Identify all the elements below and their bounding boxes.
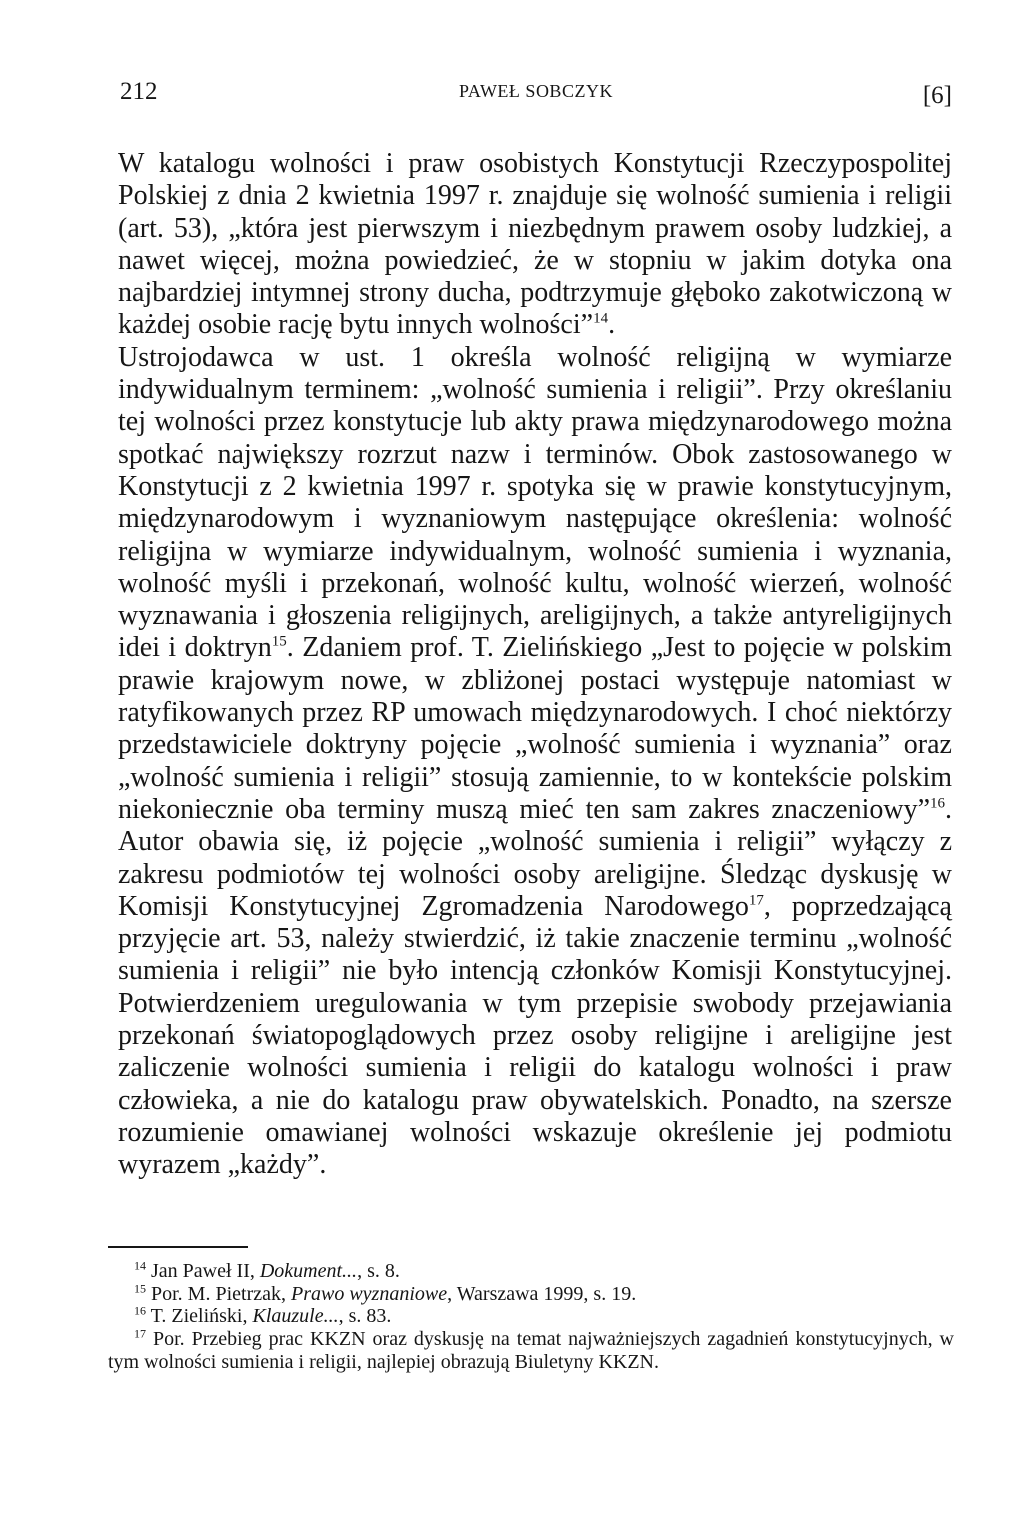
footnote-15 <box>108 1283 954 1306</box>
footnote-ref-15[interactable]: 15 <box>271 634 287 651</box>
footnote-ref-17[interactable]: 17 <box>748 892 764 909</box>
page-number: 212 <box>120 78 158 105</box>
paragraph-2-text-d: , poprzedzającą przyjęcie art. 53, należy stwierdzić, iż takie znaczenie terminu „wolność sumienia i religii” nie było intencją członków Komisji Konstytucyjnej. Potwierdzeniem uregulowania w tym przepisie swobody przejawiania przekonań światopoglądowych przez osoby religijne i areligijne jest zaliczenie wolności sumienia i religii do katalogu wolności i praw człowieka, a nie do katalogu praw obywatelskich. Ponadto, na szersze rozumienie omawianej wolności wskazuje określenie jej podmiotu wyrazem „każdy”. <box>118 890 952 1181</box>
footnote-title: Prawo wyznaniowe <box>291 1282 448 1305</box>
footnote-title: Dokument... <box>259 1260 358 1282</box>
footnote-14 <box>108 1260 954 1283</box>
paragraph-1-end: . <box>608 309 616 341</box>
footnote-mark: 16 <box>134 1303 146 1318</box>
footnotes <box>108 1260 954 1374</box>
footnote-ref-16[interactable]: 16 <box>930 795 945 812</box>
footnote-divider <box>108 1246 248 1248</box>
body-text <box>118 148 952 1182</box>
running-head: PAWEŁ SOBCZYK <box>459 81 613 101</box>
footnote-text-end: , Warszawa 1999, s. 19. <box>447 1282 637 1305</box>
footnote-text-end: , s. 83. <box>338 1305 392 1328</box>
paragraph-1 <box>118 148 952 342</box>
footnote-text: Jan Paweł II, <box>151 1260 260 1282</box>
footnote-title: Klauzule... <box>252 1305 339 1328</box>
footnote-ref-14[interactable]: 14 <box>593 311 609 328</box>
footnote-text: Por. Przebieg prac KKZN oraz dyskusję na temat najważniejszych zagadnień konstytucyjnych, w tym wolności sumienia i religii, najlepiej obrazują Biuletyny KKZN. <box>108 1328 954 1373</box>
paragraph-2-text-c: . Autor obawia się, iż pojęcie „wolność sumienia i religii” wyłączy z zakresu podmiotów tej wolności osoby areligijne. Śledząc dyskusję w Komisji Konstytucyjnej Zgromadzenia Narodowego <box>118 793 952 922</box>
paragraph-2 <box>118 342 952 1182</box>
footnote-mark: 17 <box>134 1326 146 1341</box>
paragraph-2-text-b: . Zdaniem prof. T. Zielińskiego „Jest to pojęcie w polskim prawie krajowym nowe, w zbliżonej postaci występuje natomiast w ratyfikowanych przez RP umowach międzynarodowych. I choć niektórzy przedstawiciele doktryny pojęcie „wolność sumienia i wyznania” oraz „wolność sumienia i religii” stosują zamiennie, to w kontekście polskim niekoniecznie oba terminy muszą mieć ten sam zakres znaczeniowy” <box>118 632 952 825</box>
footnote-text: T. Zieliński, <box>150 1305 253 1328</box>
footnote-mark: 14 <box>134 1258 146 1273</box>
paragraph-1-text: W katalogu wolności i praw osobistych Konstytucji Rzeczypospolitej Polskiej z dnia 2 kwietnia 1997 r. znajduje się wolność sumienia i religii (art. 53), „która jest pierwszym i niezbędnym prawem osoby ludzkiej, a nawet więcej, można powiedzieć, że w stopniu w jakim dotyka ona najbardziej intymnej strony ducha, podtrzymuje głęboko zakotwiczoną w każdej osobie rację bytu innych wolności” <box>118 148 952 341</box>
footnote-text-end: , s. 8. <box>357 1260 400 1282</box>
footnote-text: Por. M. Pietrzak, <box>151 1282 291 1305</box>
section-number: [6] <box>922 82 952 109</box>
footnote-17 <box>108 1328 954 1373</box>
footnote-16 <box>108 1305 954 1328</box>
paragraph-2-text-a: Ustrojodawca w ust. 1 określa wolność religijną w wymiarze indywidualnym terminem: „wolność sumienia i religii”. Przy określaniu tej wolności przez konstytucje lub akty prawa międzynarodowego można spotkać największy rozrzut nazw i terminów. Obok zastosowanego w Konstytucji z 2 kwietnia 1997 r. spotyka się w prawie konstytucyjnym, międzynarodowym i wyznaniowym następujące określenia: wolność religijna w wymiarze indywidualnym, wolność sumienia i wyznania, wolność myśli i przekonań, wolność kultu, wolność wierzeń, wolność wyznawania i głoszenia religijnych, areligijnych, a także antyreligijnych idei i doktryn <box>118 341 952 664</box>
page-header <box>120 78 952 118</box>
footnote-mark: 15 <box>134 1281 146 1296</box>
